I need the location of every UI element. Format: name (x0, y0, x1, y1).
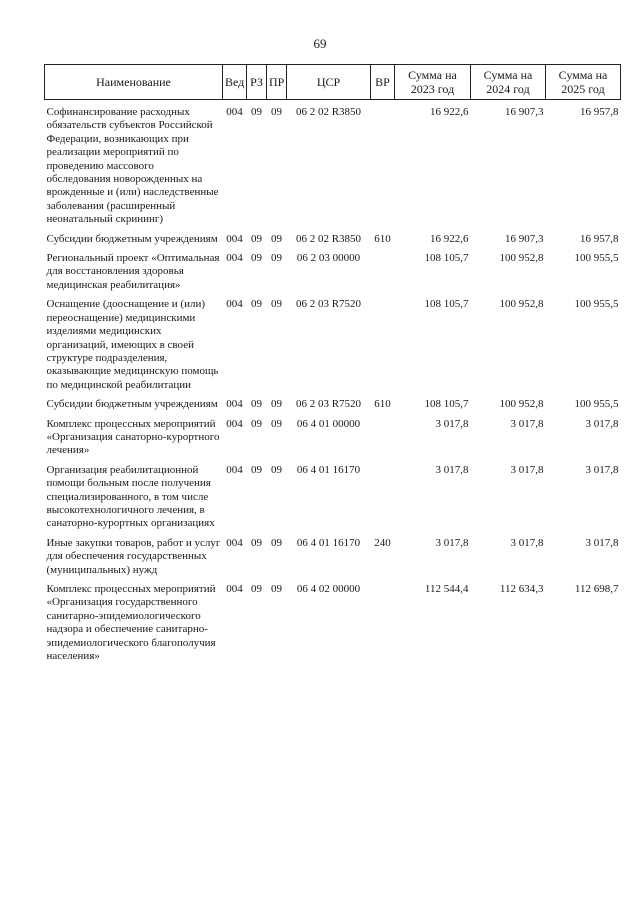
cell-vr (371, 252, 395, 298)
cell-vr (371, 100, 395, 233)
header-name: Наименование (45, 65, 223, 100)
cell-sum-2025: 100 955,5 (574, 398, 619, 411)
cell-rz: 09 (251, 298, 262, 311)
cell-ved: 004 (226, 252, 243, 265)
cell-csr: 06 2 03 R7520 (295, 298, 362, 311)
table-row (45, 252, 621, 298)
cell-ved: 004 (226, 463, 243, 476)
cell-sum-2023: 16 922,6 (430, 106, 469, 118)
table-row (45, 233, 621, 252)
cell-vr: 610 (374, 398, 391, 411)
cell-pr: 09 (271, 417, 282, 430)
table-row (45, 298, 621, 398)
cell-name: Комплекс процессных мероприятий «Организация санаторно-курортного лечения» (46, 417, 220, 457)
cell-csr: 06 4 01 16170 (296, 463, 361, 476)
cell-sum-2025: 112 698,7 (574, 583, 619, 595)
cell-sum-2024: 112 634,3 (499, 583, 544, 595)
cell-sum-2024: 100 952,8 (499, 252, 544, 265)
cell-sum-2024: 16 907,3 (505, 232, 544, 245)
cell-name: Софинансирование расходных обязательств субъектов Российской Федерации, возникающих при реализации мероприятий по проведению массового обследования новорожденных на врожденные и (или) наследственные заболевания (расширенный неонатальный скрининг) (46, 106, 219, 226)
cell-rz: 09 (251, 398, 262, 411)
cell-sum-2024: 3 017,8 (510, 463, 544, 476)
cell-name: Региональный проект «Оптимальная для восстановления здоровья медицинская реабилитация» (46, 252, 220, 291)
table-row (45, 464, 621, 537)
cell-csr: 06 4 01 16170 (296, 536, 361, 549)
cell-sum-2023: 16 922,6 (430, 232, 469, 245)
cell-sum-2025: 100 955,5 (574, 252, 619, 265)
cell-vr (371, 298, 395, 398)
cell-sum-2024: 100 952,8 (499, 398, 544, 411)
cell-sum-2025: 16 957,8 (580, 106, 619, 118)
header-csr: ЦСР (287, 65, 371, 100)
header-sum-2023: Сумма на 2023 год (395, 65, 471, 100)
cell-ved: 004 (226, 417, 243, 430)
cell-ved: 004 (226, 536, 243, 549)
cell-pr: 09 (271, 463, 282, 476)
cell-rz: 09 (251, 417, 262, 430)
table-row (45, 537, 621, 583)
cell-rz: 09 (251, 583, 262, 595)
header-rz: РЗ (247, 65, 267, 100)
table-row (45, 398, 621, 417)
cell-rz: 09 (251, 463, 262, 476)
cell-name: Субсидии бюджетным учреждениям (46, 398, 218, 411)
cell-ved: 004 (226, 298, 243, 311)
header-vr: ВР (371, 65, 395, 100)
cell-rz: 09 (251, 252, 262, 265)
header-ved: Вед (223, 65, 247, 100)
cell-sum-2023: 112 544,4 (424, 583, 469, 595)
cell-ved: 004 (226, 106, 243, 118)
cell-csr: 06 4 02 00000 (296, 583, 361, 595)
cell-sum-2025: 100 955,5 (574, 298, 619, 311)
cell-ved: 004 (226, 232, 243, 245)
cell-vr: 610 (374, 232, 391, 245)
cell-csr: 06 4 01 00000 (296, 417, 361, 430)
cell-sum-2025: 3 017,8 (585, 417, 619, 430)
cell-sum-2024: 16 907,3 (505, 106, 544, 118)
cell-name: Иные закупки товаров, работ и услуг для обеспечения государственных (муниципальных) нужд (46, 536, 221, 576)
cell-pr: 09 (271, 232, 282, 245)
cell-csr: 06 2 03 00000 (296, 252, 361, 265)
header-sum-2024: Сумма на 2024 год (471, 65, 546, 100)
cell-sum-2023: 108 105,7 (424, 252, 469, 265)
cell-pr: 09 (271, 106, 282, 118)
cell-csr: 06 2 02 R3850 (295, 106, 362, 118)
cell-vr: 240 (374, 536, 391, 549)
header-pr: ПР (267, 65, 287, 100)
cell-ved: 004 (226, 583, 243, 595)
cell-sum-2023: 3 017,8 (435, 463, 469, 476)
header-sum-2025: Сумма на 2025 год (546, 65, 621, 100)
cell-name: Организация реабилитационной помощи больным после получения специализированного, в том числе высокотехнологичного лечения, в санаторно-курортных организациях (46, 463, 215, 530)
cell-pr: 09 (271, 398, 282, 411)
cell-vr (371, 418, 395, 464)
cell-csr: 06 2 02 R3850 (295, 232, 362, 245)
cell-name: Комплекс процессных мероприятий «Организация государственного санитарно-эпидемиологического надзора и обеспечение санитарно-эпидемиологического благополучия населения» (46, 583, 216, 663)
cell-name: Оснащение (дооснащение и (или) переоснащение) медицинскими изделиями медицинских организаций, имеющих в своей структуре подразделения, оказывающие медицинскую помощь по медицинской реабилитации (46, 298, 219, 391)
cell-pr: 09 (271, 298, 282, 311)
cell-csr: 06 2 03 R7520 (295, 398, 362, 411)
cell-sum-2024: 3 017,8 (510, 536, 544, 549)
cell-vr (371, 583, 395, 669)
cell-sum-2023: 108 105,7 (424, 398, 469, 411)
cell-sum-2023: 3 017,8 (435, 536, 469, 549)
table-header-row (45, 65, 621, 100)
cell-rz: 09 (251, 232, 262, 245)
cell-pr: 09 (271, 536, 282, 549)
cell-rz: 09 (251, 106, 262, 118)
cell-pr: 09 (271, 252, 282, 265)
cell-rz: 09 (251, 536, 262, 549)
cell-ved: 004 (226, 398, 243, 411)
cell-sum-2025: 3 017,8 (585, 463, 619, 476)
cell-sum-2024: 3 017,8 (510, 417, 544, 430)
cell-sum-2024: 100 952,8 (499, 298, 544, 311)
table-row (45, 100, 621, 233)
cell-sum-2023: 3 017,8 (435, 417, 469, 430)
cell-sum-2023: 108 105,7 (424, 298, 469, 311)
cell-pr: 09 (271, 583, 282, 595)
budget-table (44, 64, 621, 669)
cell-vr (371, 464, 395, 537)
table-row (45, 418, 621, 464)
page-number: 69 (313, 36, 327, 51)
cell-name: Субсидии бюджетным учреждениям (46, 232, 218, 245)
table-row (45, 583, 621, 669)
cell-sum-2025: 16 957,8 (580, 232, 619, 245)
cell-sum-2025: 3 017,8 (585, 536, 619, 549)
